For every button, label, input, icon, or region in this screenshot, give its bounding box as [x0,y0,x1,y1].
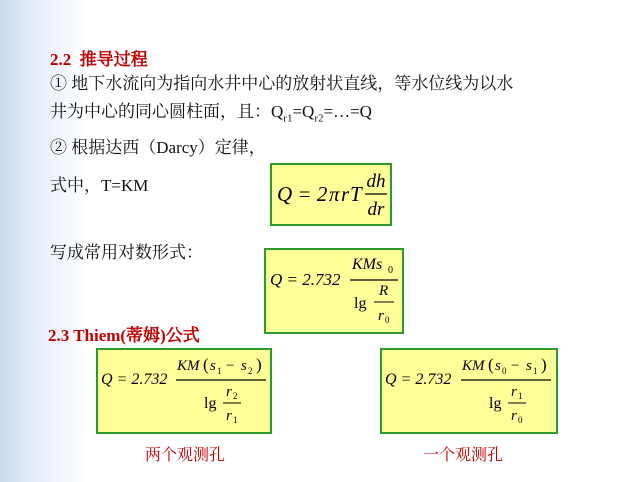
darcy-numerator: dh [366,171,386,192]
log-lhs: Q = 2.732 [270,270,341,289]
two-lhs: Q = 2.732 [101,371,168,388]
two-wells-formula [98,350,270,432]
two-rb: r [226,408,232,424]
one-s1-sub: 1 [533,366,538,376]
one-rt: r [511,384,517,400]
one-minus: − [511,358,520,374]
two-s1-sub: 1 [217,366,222,376]
log-form-label: 写成常用对数形式： [50,243,203,262]
one-lg: lg [489,395,502,412]
one-rt-sub: 1 [518,391,523,401]
q-r1: Q [271,102,284,121]
two-rt-sub: 2 [233,391,238,401]
two-KM: KM [177,358,200,374]
log-num-sub: 0 [388,265,393,276]
item1-line1: ① 地下水流向为指向水井中心的放射状直线，等水位线为以水 [50,74,514,93]
one-KM: KM [462,358,485,374]
darcy-lhs: Q = 2 [277,182,328,206]
item1-prefix: 井为中心的同心圆柱面，且： [50,102,271,121]
log-R: R [379,283,389,299]
equals-1: = [292,102,303,121]
item1-tail: =…=Q [323,102,372,121]
one-rparen: ) [541,355,547,374]
two-s2-sub: 2 [248,366,253,376]
q-r1-sub: r1 [283,112,293,125]
log-lg: lg [354,295,367,312]
section-heading-2-3: 2.3 Thiem(蒂姆)公式 [48,326,200,345]
two-minus: − [226,358,235,374]
log-formula-box [264,248,404,334]
log-r: r [378,308,384,324]
darcy-formula [272,165,390,224]
where-line: 式中，T=KM [50,176,149,195]
log-num-main: KMs [352,256,383,273]
one-lparen: ( [488,355,494,374]
two-s2: s [241,358,247,374]
one-s1: s [526,358,532,374]
darcy-denominator: dr [367,199,385,220]
two-rt: r [226,384,232,400]
log-r-sub: 0 [385,315,390,325]
q-r2: Q [302,102,315,121]
two-wells-formula-box [96,348,272,434]
caption-one-well: 一个观测孔 [423,447,504,464]
two-rparen: ) [256,355,262,374]
section-number: 2.2 [50,50,72,69]
section-heading-2-2 [50,45,148,70]
caption-two-wells: 两个观测孔 [145,447,226,464]
item1-line2 [50,99,372,131]
two-rb-sub: 1 [233,415,238,425]
two-s1: s [210,358,216,374]
item2-text: ② 根据达西（Darcy）定律， [50,138,266,157]
one-well-formula [382,350,556,432]
two-lg: lg [204,395,217,412]
one-s0-sub: 0 [502,366,507,376]
one-well-formula-box [380,348,558,434]
one-lhs: Q = 2.732 [385,371,452,388]
one-rb: r [511,408,517,424]
darcy-T: T [350,182,362,206]
darcy-r: r [341,182,350,206]
log-formula [266,250,402,332]
darcy-formula-box [270,163,392,226]
one-rb-sub: 0 [518,415,523,425]
section-title: 推导过程 [79,50,148,69]
two-lparen: ( [203,355,209,374]
one-s0: s [495,358,501,374]
darcy-pi: π [329,182,340,206]
q-r2-sub: r2 [314,112,324,125]
